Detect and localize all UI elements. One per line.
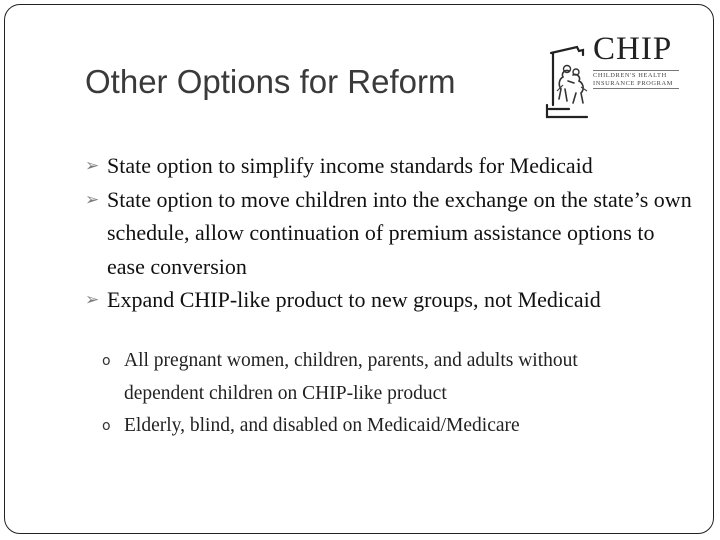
sub-bullet-item [102, 410, 662, 443]
circle-bullet-icon: o [102, 418, 111, 434]
bullet-text: State option to simplify income standards for Medicaid [107, 153, 593, 178]
logo-subtitle: CHILDREN'S HEALTH INSURANCE PROGRAM [593, 70, 679, 89]
circle-bullet-icon: o [102, 353, 111, 369]
arrow-bullet-icon: ➢ [85, 156, 100, 175]
bullet-item [85, 183, 695, 284]
slide-title: Other Options for Reform [85, 63, 456, 100]
bullet-item [85, 283, 695, 317]
logo-wordmark: CHIP [593, 31, 673, 67]
sub-bullet-list [102, 345, 662, 443]
slide-frame [4, 4, 714, 534]
bullet-text: Expand CHIP-like product to new groups, not Medicaid [107, 287, 601, 312]
sub-bullet-text: Elderly, blind, and disabled on Medicaid/Medicare [124, 415, 520, 436]
family-illustration-icon [543, 45, 595, 119]
bullet-text: State option to move children into the exchange on the state’s own schedule, allow continuation of premium assistance options to ease conversion [107, 186, 692, 279]
arrow-bullet-icon: ➢ [85, 290, 100, 309]
sub-bullet-item [102, 345, 662, 410]
sub-bullet-text: All pregnant women, children, parents, and adults without dependent children on CHIP-like product [124, 350, 578, 404]
bullet-list [85, 149, 695, 317]
chip-logo [543, 27, 683, 123]
bullet-item [85, 149, 695, 183]
arrow-bullet-icon: ➢ [85, 189, 100, 209]
